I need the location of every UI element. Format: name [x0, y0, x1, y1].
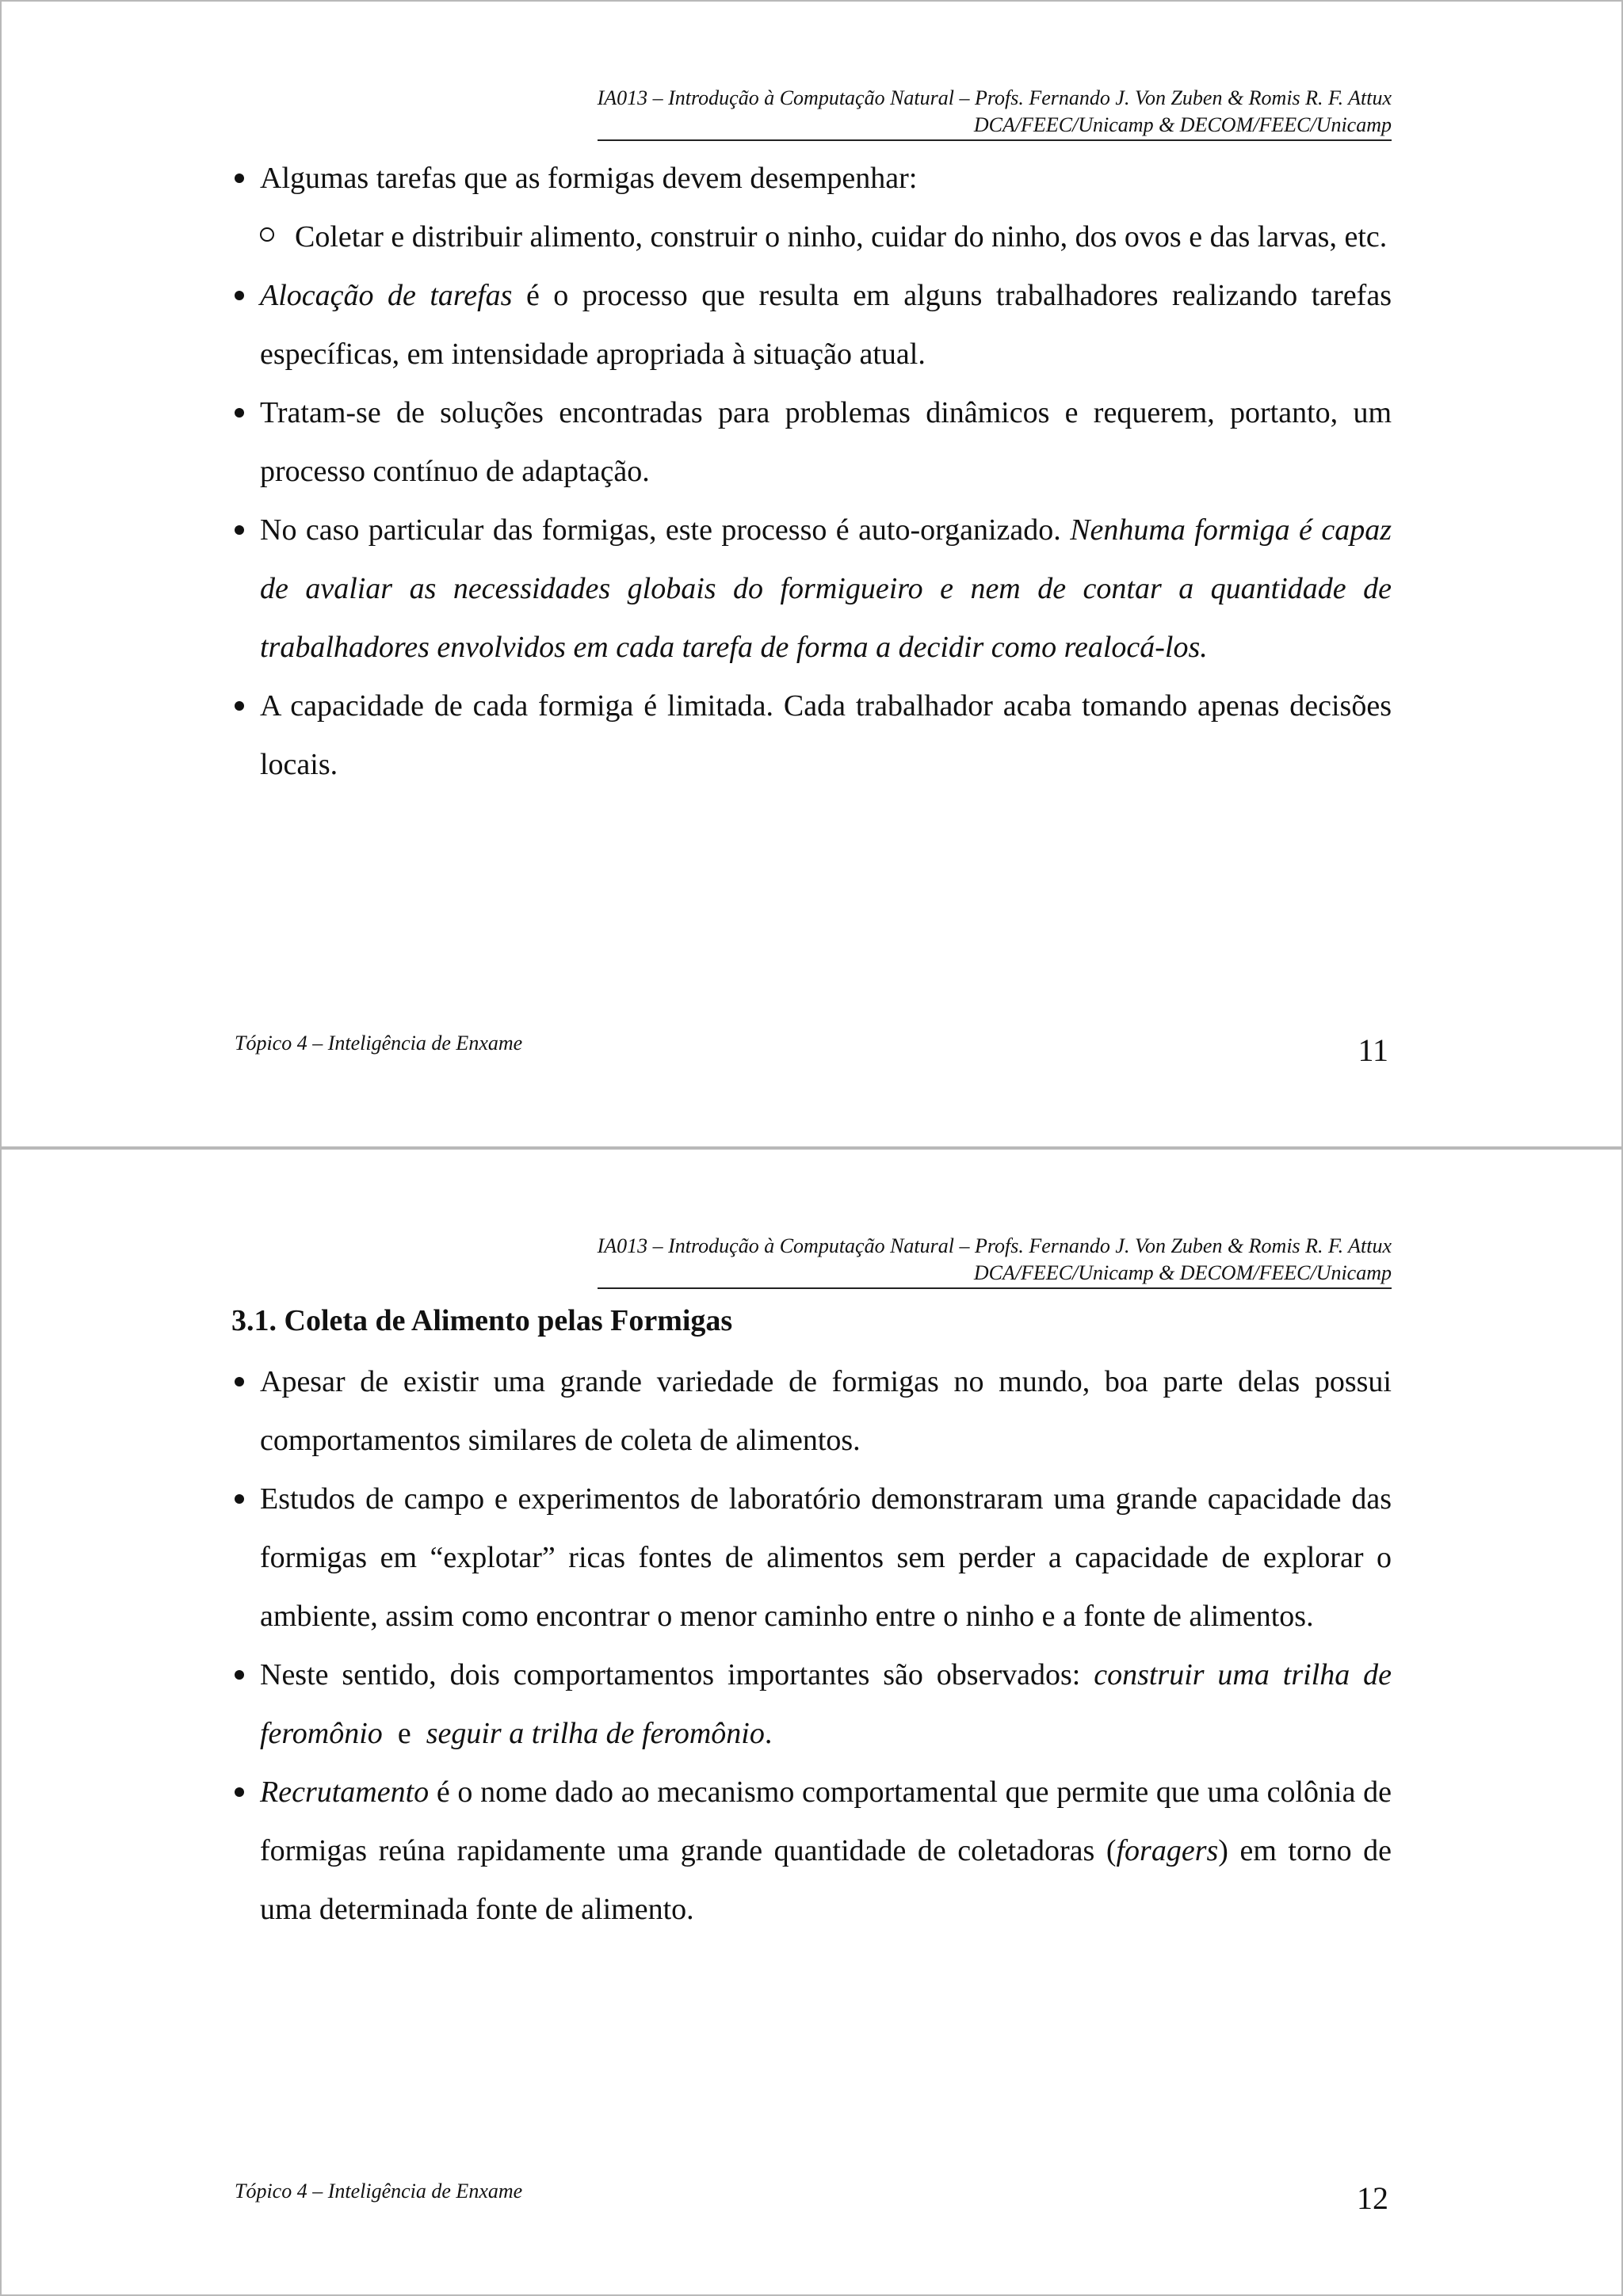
bullet-text: ) em torno de uma determinada fonte de alimento. [260, 1834, 1392, 1926]
emphasis-text: seguir a trilha de feromônio [426, 1717, 765, 1750]
bullet-item [231, 1352, 1392, 1470]
emphasis-term: foragers [1116, 1834, 1219, 1867]
slide-page-12 [0, 1148, 1623, 2296]
sub-bullet-item [231, 208, 1392, 266]
emphasis-term: Recrutamento [260, 1775, 430, 1809]
bullet-item [231, 1763, 1392, 1939]
bullet-text: Neste sentido, dois comportamentos importantes são observados: [260, 1658, 1094, 1691]
emphasis-text: Nenhuma formiga é capaz de avaliar as necessidades globais do formigueiro e nem de contar a quantidade de trabalhadores envolvidos em cada tarefa de forma a decidir como realocá-los. [260, 513, 1392, 664]
slide-body [231, 149, 1392, 794]
bullet-text: . [764, 1717, 773, 1750]
bullet-item [231, 1470, 1392, 1646]
header-course-line: IA013 – Introdução à Computação Natural – Profs. Fernando J. Von Zuben & Romis R. F. Attux [597, 86, 1392, 109]
bullet-text: e [382, 1717, 426, 1750]
bullet-text: Tratam-se de soluções encontradas para problemas dinâmicos e requerem, portanto, um processo contínuo de adaptação. [260, 396, 1392, 488]
bullet-text: é o nome dado ao mecanismo comportamental que permite que uma colônia de formigas reúna rapidamente uma grande quantidade de coletadoras ( [260, 1775, 1392, 1867]
bullet-text: No caso particular das formigas, este processo é auto-organizado. [260, 513, 1071, 547]
emphasis-text: construir uma trilha de feromônio [260, 1658, 1392, 1750]
slide-header [598, 85, 1392, 141]
header-affiliation-line: DCA/FEEC/Unicamp & DECOM/FEEC/Unicamp [973, 1261, 1392, 1284]
header-affiliation-line: DCA/FEEC/Unicamp & DECOM/FEEC/Unicamp [973, 113, 1392, 136]
sub-bullet-text: Coletar e distribuir alimento, construir o ninho, cuidar do ninho, dos ovos e das larvas, etc. [295, 220, 1388, 254]
bullet-item [231, 501, 1392, 677]
emphasis-term: Alocação de tarefas [260, 279, 513, 312]
bullet-text: é o processo que resulta em alguns trabalhadores realizando tarefas específicas, em intensidade apropriada à situação atual. [260, 279, 1392, 371]
page-number: 12 [1357, 2180, 1388, 2216]
page-number: 11 [1358, 1032, 1388, 1068]
bullet-text: A capacidade de cada formiga é limitada. Cada trabalhador acaba tomando apenas decisões locais. [260, 689, 1392, 781]
slide-body [231, 1297, 1392, 1939]
footer-topic: Tópico 4 – Inteligência de Enxame [235, 2180, 523, 2203]
header-course-line: IA013 – Introdução à Computação Natural – Profs. Fernando J. Von Zuben & Romis R. F. Attux [597, 1234, 1392, 1257]
bullet-text: Estudos de campo e experimentos de laboratório demonstraram uma grande capacidade das formigas em “explotar” ricas fontes de alimentos sem perder a capacidade de explorar o ambiente, assim como encontrar o menor caminho entre o ninho e a fonte de alimentos. [260, 1482, 1392, 1633]
section-title: 3.1. Coleta de Alimento pelas Formigas [231, 1304, 733, 1337]
bullet-item [231, 677, 1392, 794]
footer-topic: Tópico 4 – Inteligência de Enxame [235, 1032, 523, 1055]
bullet-text: Apesar de existir uma grande variedade de formigas no mundo, boa parte delas possui comportamentos similares de coleta de alimentos. [260, 1365, 1392, 1457]
bullet-item [231, 383, 1392, 501]
bullet-item [231, 1646, 1392, 1763]
bullet-item [231, 266, 1392, 383]
slide-header [598, 1233, 1392, 1289]
bullet-item [231, 149, 1392, 208]
bullet-text: Algumas tarefas que as formigas devem desempenhar: [260, 162, 918, 195]
